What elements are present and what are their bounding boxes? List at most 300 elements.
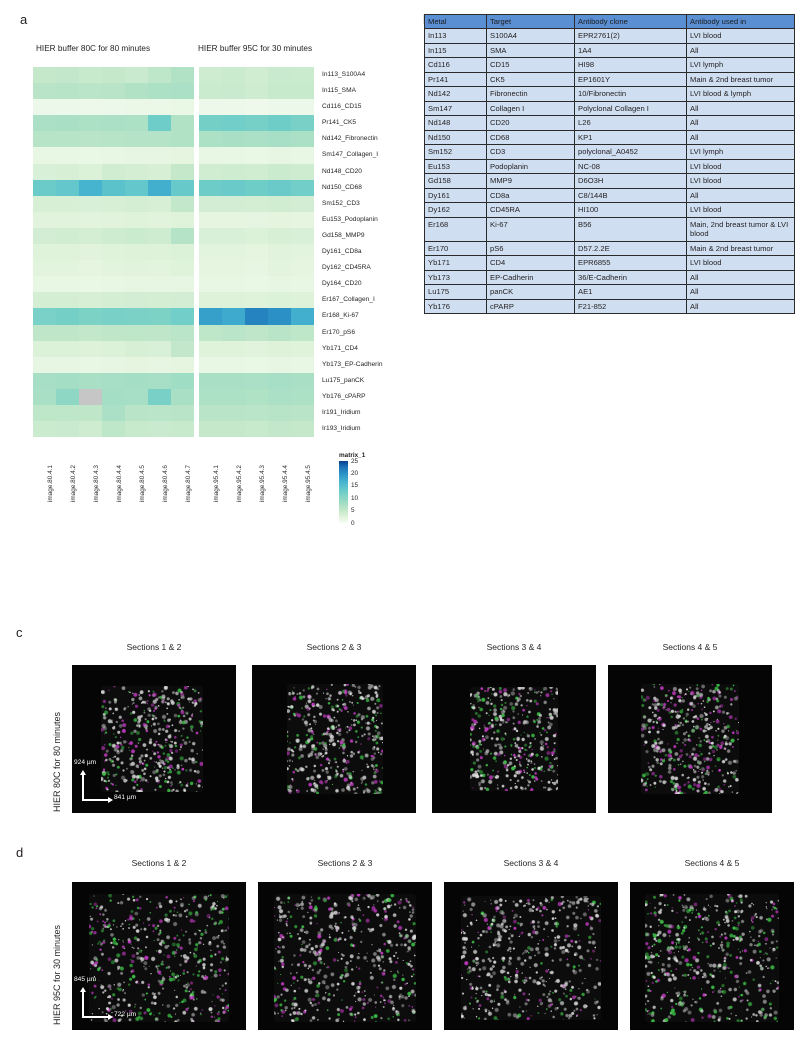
heatmap-cell <box>171 212 194 228</box>
heatmap-row <box>33 357 194 373</box>
heatmap-cell <box>148 244 171 260</box>
table-row <box>425 270 795 284</box>
antibody-table-cell: Yb171 <box>425 256 487 270</box>
heatmap-cell <box>33 164 56 180</box>
tissue-region <box>645 894 779 1021</box>
heatmap-cell <box>148 147 171 163</box>
heatmap-row <box>33 67 194 83</box>
antibody-table-cell: S100A4 <box>487 29 575 43</box>
heatmap-row <box>33 196 194 212</box>
heatmap-cell <box>222 276 245 292</box>
heatmap-row <box>199 357 314 373</box>
heatmap-cell <box>33 147 56 163</box>
heatmap-column-label: image.80.4.4 <box>116 465 124 502</box>
heatmap-cell <box>33 180 56 196</box>
heatmap-cell <box>171 115 194 131</box>
antibody-table-cell: SMA <box>487 43 575 57</box>
antibody-table-cell: Gd158 <box>425 174 487 188</box>
antibody-table-cell: CK5 <box>487 72 575 86</box>
heatmap-cell <box>268 83 291 99</box>
antibody-table-cell: LVI blood <box>687 203 795 217</box>
heatmap-cell <box>268 405 291 421</box>
heatmap-cell <box>245 389 268 405</box>
heatmap-cell <box>291 292 314 308</box>
heatmap-cell <box>102 131 125 147</box>
heatmap-row <box>199 341 314 357</box>
heatmap-row <box>199 276 314 292</box>
heatmap-cell <box>56 421 79 437</box>
heatmap-cell <box>291 276 314 292</box>
heatmap-cell <box>171 325 194 341</box>
heatmap-row-label: In113_S100A4 <box>322 71 366 78</box>
heatmap-cell <box>291 99 314 115</box>
heatmap-cell <box>33 196 56 212</box>
antibody-table-cell: Podoplanin <box>487 159 575 173</box>
heatmap-legend-tick: 5 <box>351 507 355 515</box>
heatmap-row <box>199 164 314 180</box>
heatmap-row <box>199 325 314 341</box>
heatmap-cell <box>56 341 79 357</box>
heatmap-cell <box>79 67 102 83</box>
antibody-table-cell: 1A4 <box>575 43 687 57</box>
scale-label-vertical: 845 µm <box>74 976 97 983</box>
panel-letter-c: c <box>16 625 23 640</box>
heatmap-cell <box>148 308 171 324</box>
antibody-table-cell: EPR2761(2) <box>575 29 687 43</box>
heatmap-cell <box>222 115 245 131</box>
heatmap-cell <box>33 276 56 292</box>
antibody-table-cell: 10/Fibronectin <box>575 87 687 101</box>
antibody-table-cell: cPARP <box>487 299 575 313</box>
heatmap-cell <box>245 115 268 131</box>
heatmap-cell <box>291 341 314 357</box>
table-row <box>425 130 795 144</box>
heatmap-cell <box>148 325 171 341</box>
antibody-table-cell: Pr141 <box>425 72 487 86</box>
heatmap-cell <box>33 131 56 147</box>
heatmap-cell <box>199 389 222 405</box>
heatmap-row <box>33 325 194 341</box>
heatmap-cell <box>291 357 314 373</box>
antibody-table-cell: D6O3H <box>575 174 687 188</box>
heatmap-cell <box>125 405 148 421</box>
heatmap-cell <box>102 147 125 163</box>
scale-bar-vertical <box>82 992 84 1016</box>
scale-arrow-up-icon <box>80 770 86 775</box>
antibody-table-cell: LVI blood <box>687 159 795 173</box>
antibody-table-cell: LVI blood <box>687 29 795 43</box>
heatmap-row <box>33 260 194 276</box>
heatmap-cell <box>268 212 291 228</box>
heatmap-cell <box>148 389 171 405</box>
heatmap-cell <box>222 373 245 389</box>
heatmap-cell <box>222 325 245 341</box>
table-row <box>425 29 795 43</box>
heatmap-cell <box>199 341 222 357</box>
heatmap-cell <box>33 244 56 260</box>
heatmap-cell <box>33 405 56 421</box>
heatmap-row <box>199 405 314 421</box>
heatmap-cell <box>79 196 102 212</box>
tissue-region <box>274 894 417 1021</box>
tissue-region <box>287 684 382 794</box>
antibody-table-cell: CD3 <box>487 145 575 159</box>
antibody-table-header-cell: Target <box>487 15 575 29</box>
heatmap-cell <box>245 99 268 115</box>
heatmap-cell <box>79 341 102 357</box>
heatmap-row <box>199 308 314 324</box>
heatmap-cell <box>79 83 102 99</box>
table-row <box>425 58 795 72</box>
heatmap-cell <box>56 260 79 276</box>
heatmap-cell <box>148 212 171 228</box>
heatmap-cell <box>125 276 148 292</box>
heatmap-cell <box>148 99 171 115</box>
heatmap-cell <box>79 164 102 180</box>
heatmap-row <box>199 99 314 115</box>
heatmap-cell <box>33 228 56 244</box>
heatmap-cell <box>33 357 56 373</box>
heatmap-cell <box>222 164 245 180</box>
heatmap-cell <box>125 308 148 324</box>
heatmap-cell <box>56 164 79 180</box>
heatmap-cell <box>245 292 268 308</box>
heatmap-cell <box>56 180 79 196</box>
antibody-table-cell: CD45RA <box>487 203 575 217</box>
antibody-table-header-cell: Antibody clone <box>575 15 687 29</box>
table-row <box>425 72 795 86</box>
heatmap-cell <box>102 405 125 421</box>
heatmap-cell <box>33 212 56 228</box>
heatmap-cell <box>171 180 194 196</box>
heatmap-cell <box>199 244 222 260</box>
antibody-table-cell: Cd116 <box>425 58 487 72</box>
micrograph-tile <box>258 882 432 1030</box>
heatmap-cell <box>148 405 171 421</box>
antibody-table-cell: F21-852 <box>575 299 687 313</box>
micrograph-tile-title: Sections 2 & 3 <box>306 642 362 652</box>
heatmap-cell <box>291 325 314 341</box>
heatmap-cell <box>245 421 268 437</box>
heatmap-cell <box>148 228 171 244</box>
antibody-table-cell: Main & 2nd breast tumor <box>687 241 795 255</box>
heatmap-cell <box>291 244 314 260</box>
heatmap-row <box>199 212 314 228</box>
antibody-table-cell: All <box>687 43 795 57</box>
heatmap-cell <box>268 260 291 276</box>
heatmap-column-label: image.95.4.1 <box>213 465 221 502</box>
antibody-table-cell: panCK <box>487 285 575 299</box>
heatmap-cell <box>33 373 56 389</box>
heatmap-cell <box>56 228 79 244</box>
antibody-table-header-cell: Metal <box>425 15 487 29</box>
heatmap-cell <box>102 341 125 357</box>
heatmap-cell <box>125 196 148 212</box>
heatmap-cell <box>79 325 102 341</box>
antibody-table-header-cell: Antibody used in <box>687 15 795 29</box>
heatmap-cell <box>291 180 314 196</box>
heatmap-cell <box>56 308 79 324</box>
heatmap-cell <box>199 147 222 163</box>
heatmap-group-title-80c: HIER buffer 80C for 80 minutes <box>36 44 151 53</box>
scale-bar-horizontal <box>82 1016 108 1018</box>
heatmap-cell <box>33 325 56 341</box>
heatmap-cell <box>291 373 314 389</box>
heatmap-cell <box>148 83 171 99</box>
heatmap-row-label: Nd150_CD68 <box>322 183 362 191</box>
heatmap-cell <box>245 147 268 163</box>
antibody-table-cell: Fibronectin <box>487 87 575 101</box>
heatmap-row-label: Er167_Collagen_I <box>322 296 375 304</box>
heatmap-row <box>33 180 194 196</box>
heatmap-cell <box>171 405 194 421</box>
heatmap-cell <box>102 244 125 260</box>
heatmap-cell <box>171 196 194 212</box>
heatmap-cell <box>222 244 245 260</box>
heatmap-cell <box>171 341 194 357</box>
heatmap-cell <box>245 164 268 180</box>
heatmap-row <box>33 147 194 163</box>
antibody-table-cell: AE1 <box>575 285 687 299</box>
heatmap-cell <box>199 308 222 324</box>
heatmap-cell <box>268 341 291 357</box>
antibody-table-cell: 36/E-Cadherin <box>575 270 687 284</box>
panel-d-micrographs <box>0 840 800 1048</box>
heatmap-block-80c <box>33 67 194 437</box>
antibody-table-cell: C8/144B <box>575 188 687 202</box>
antibody-table-cell: Dy161 <box>425 188 487 202</box>
heatmap-row <box>33 83 194 99</box>
heatmap-cell <box>199 228 222 244</box>
antibody-table-cell: Yb176 <box>425 299 487 313</box>
heatmap-cell <box>268 131 291 147</box>
heatmap-cell <box>199 325 222 341</box>
heatmap-cell <box>268 276 291 292</box>
heatmap-cell <box>102 308 125 324</box>
heatmap-row <box>199 180 314 196</box>
micrograph-tile <box>252 665 416 813</box>
heatmap-cell <box>199 180 222 196</box>
table-row <box>425 145 795 159</box>
heatmap-row-label: Eu153_Podoplanin <box>322 215 378 223</box>
heatmap-cell <box>33 292 56 308</box>
heatmap-legend-tick: 0 <box>351 519 355 527</box>
heatmap-cell <box>56 325 79 341</box>
panel-a-heatmap <box>0 0 420 620</box>
heatmap-cell <box>291 164 314 180</box>
heatmap-row-label: Sm147_Collagen_I <box>322 151 379 159</box>
antibody-table-cell: In115 <box>425 43 487 57</box>
heatmap-cell <box>79 292 102 308</box>
heatmap-row <box>199 244 314 260</box>
table-row <box>425 43 795 57</box>
heatmap-cell <box>171 164 194 180</box>
heatmap-cell <box>79 357 102 373</box>
heatmap-row <box>33 131 194 147</box>
heatmap-cell <box>222 405 245 421</box>
heatmap-cell <box>268 357 291 373</box>
heatmap-cell <box>125 131 148 147</box>
heatmap-cell <box>291 405 314 421</box>
heatmap-cell <box>125 292 148 308</box>
heatmap-cell <box>268 164 291 180</box>
antibody-table-cell: LVI lymph <box>687 58 795 72</box>
heatmap-cell <box>102 212 125 228</box>
heatmap-cell <box>125 325 148 341</box>
antibody-table-cell: pS6 <box>487 241 575 255</box>
antibody-table-cell: B56 <box>575 217 687 241</box>
heatmap-cell <box>33 308 56 324</box>
micrograph-tile-title: Sections 2 & 3 <box>317 858 373 868</box>
heatmap-row <box>33 308 194 324</box>
heatmap-cell <box>268 389 291 405</box>
heatmap-row <box>33 228 194 244</box>
heatmap-cell <box>199 164 222 180</box>
heatmap-row <box>33 164 194 180</box>
heatmap-cell <box>125 244 148 260</box>
heatmap-cell <box>79 373 102 389</box>
tissue-region <box>641 684 739 794</box>
heatmap-cell <box>33 389 56 405</box>
heatmap-cell <box>222 147 245 163</box>
table-row <box>425 101 795 115</box>
heatmap-cell <box>33 341 56 357</box>
heatmap-cell <box>222 196 245 212</box>
heatmap-cell <box>171 421 194 437</box>
table-row <box>425 203 795 217</box>
heatmap-cell <box>79 131 102 147</box>
heatmap-row <box>199 228 314 244</box>
panel-letter-d: d <box>16 845 24 860</box>
heatmap-block-95c <box>199 67 314 437</box>
heatmap-legend-tick: 20 <box>351 469 359 477</box>
heatmap-cell <box>56 405 79 421</box>
heatmap-cell <box>171 373 194 389</box>
antibody-table-cell: Er168 <box>425 217 487 241</box>
heatmap-legend-tick: 15 <box>351 482 359 490</box>
heatmap-row-label: Ir191_Iridium <box>322 408 361 416</box>
scale-arrow-right-icon <box>108 1014 113 1020</box>
heatmap-cell <box>79 405 102 421</box>
antibody-table-cell: In113 <box>425 29 487 43</box>
tissue-region <box>89 894 228 1021</box>
heatmap-row <box>199 292 314 308</box>
micrograph-tile <box>630 882 794 1030</box>
heatmap-cell <box>171 389 194 405</box>
heatmap-cell <box>199 212 222 228</box>
heatmap-row <box>33 212 194 228</box>
antibody-table-cell: Ki-67 <box>487 217 575 241</box>
heatmap-cell <box>102 180 125 196</box>
heatmap-cell <box>56 147 79 163</box>
heatmap-row <box>199 421 314 437</box>
antibody-table-cell: All <box>687 188 795 202</box>
heatmap-cell <box>245 67 268 83</box>
heatmap-cell <box>56 115 79 131</box>
heatmap-cell <box>245 228 268 244</box>
micrograph-tile-title: Sections 1 & 2 <box>131 858 187 868</box>
heatmap-cell <box>79 99 102 115</box>
heatmap-cell <box>199 292 222 308</box>
heatmap-cell <box>171 260 194 276</box>
antibody-table-cell: polyclonal_A0452 <box>575 145 687 159</box>
antibody-table-body <box>425 29 795 314</box>
heatmap-row-label: Yb171_CD4 <box>322 344 358 352</box>
micrograph-tile <box>444 882 618 1030</box>
antibody-table-cell: All <box>687 130 795 144</box>
heatmap-row <box>199 260 314 276</box>
heatmap-cell <box>125 180 148 196</box>
heatmap-row-label: Dy161_CD8a <box>322 248 362 256</box>
antibody-table-cell: Eu153 <box>425 159 487 173</box>
heatmap-cell <box>245 405 268 421</box>
antibody-table-cell: Main, 2nd breast tumor & LVI blood <box>687 217 795 241</box>
antibody-table-cell: CD68 <box>487 130 575 144</box>
heatmap-row <box>199 131 314 147</box>
heatmap-cell <box>33 421 56 437</box>
table-row <box>425 285 795 299</box>
heatmap-cell <box>268 67 291 83</box>
tissue-region <box>470 687 559 791</box>
heatmap-row <box>199 115 314 131</box>
heatmap-cell <box>268 99 291 115</box>
heatmap-cell <box>102 276 125 292</box>
heatmap-column-label: image.80.4.6 <box>162 465 170 502</box>
table-row <box>425 116 795 130</box>
heatmap-cell <box>222 308 245 324</box>
micrograph-tile-title: Sections 1 & 2 <box>126 642 182 652</box>
antibody-table-cell: EP1601Y <box>575 72 687 86</box>
heatmap-cell <box>291 308 314 324</box>
heatmap-column-label: image.80.4.3 <box>93 465 101 502</box>
antibody-table-cell: All <box>687 299 795 313</box>
scale-arrow-right-icon <box>108 797 113 803</box>
heatmap-cell <box>222 67 245 83</box>
micrograph-tile-title: Sections 4 & 5 <box>662 642 718 652</box>
heatmap-cell <box>222 421 245 437</box>
heatmap-cell <box>125 421 148 437</box>
heatmap-cell <box>222 357 245 373</box>
antibody-table-cell: CD4 <box>487 256 575 270</box>
panel-b-antibody-table <box>420 0 800 620</box>
heatmap-row-label: Gd158_MMP9 <box>322 231 365 239</box>
heatmap-cell <box>222 180 245 196</box>
heatmap-cell <box>148 67 171 83</box>
heatmap-cell <box>79 228 102 244</box>
heatmap-column-label: image.80.4.2 <box>70 465 78 502</box>
heatmap-legend-title: matrix_1 <box>339 452 366 459</box>
heatmap-cell <box>102 196 125 212</box>
heatmap-cell <box>33 260 56 276</box>
heatmap-row <box>199 196 314 212</box>
heatmap-cell <box>125 115 148 131</box>
heatmap-cell <box>79 147 102 163</box>
heatmap-cell <box>56 196 79 212</box>
heatmap-cell <box>268 115 291 131</box>
heatmap-legend <box>339 452 377 527</box>
heatmap-cell <box>102 357 125 373</box>
heatmap-row <box>33 341 194 357</box>
heatmap-row <box>199 83 314 99</box>
heatmap-cell <box>268 244 291 260</box>
heatmap-cell <box>148 131 171 147</box>
heatmap-cell <box>268 373 291 389</box>
antibody-table-cell: Nd148 <box>425 116 487 130</box>
antibody-table-header-row <box>425 15 795 29</box>
heatmap-cell <box>102 228 125 244</box>
heatmap-row <box>33 421 194 437</box>
heatmap-cell <box>125 147 148 163</box>
